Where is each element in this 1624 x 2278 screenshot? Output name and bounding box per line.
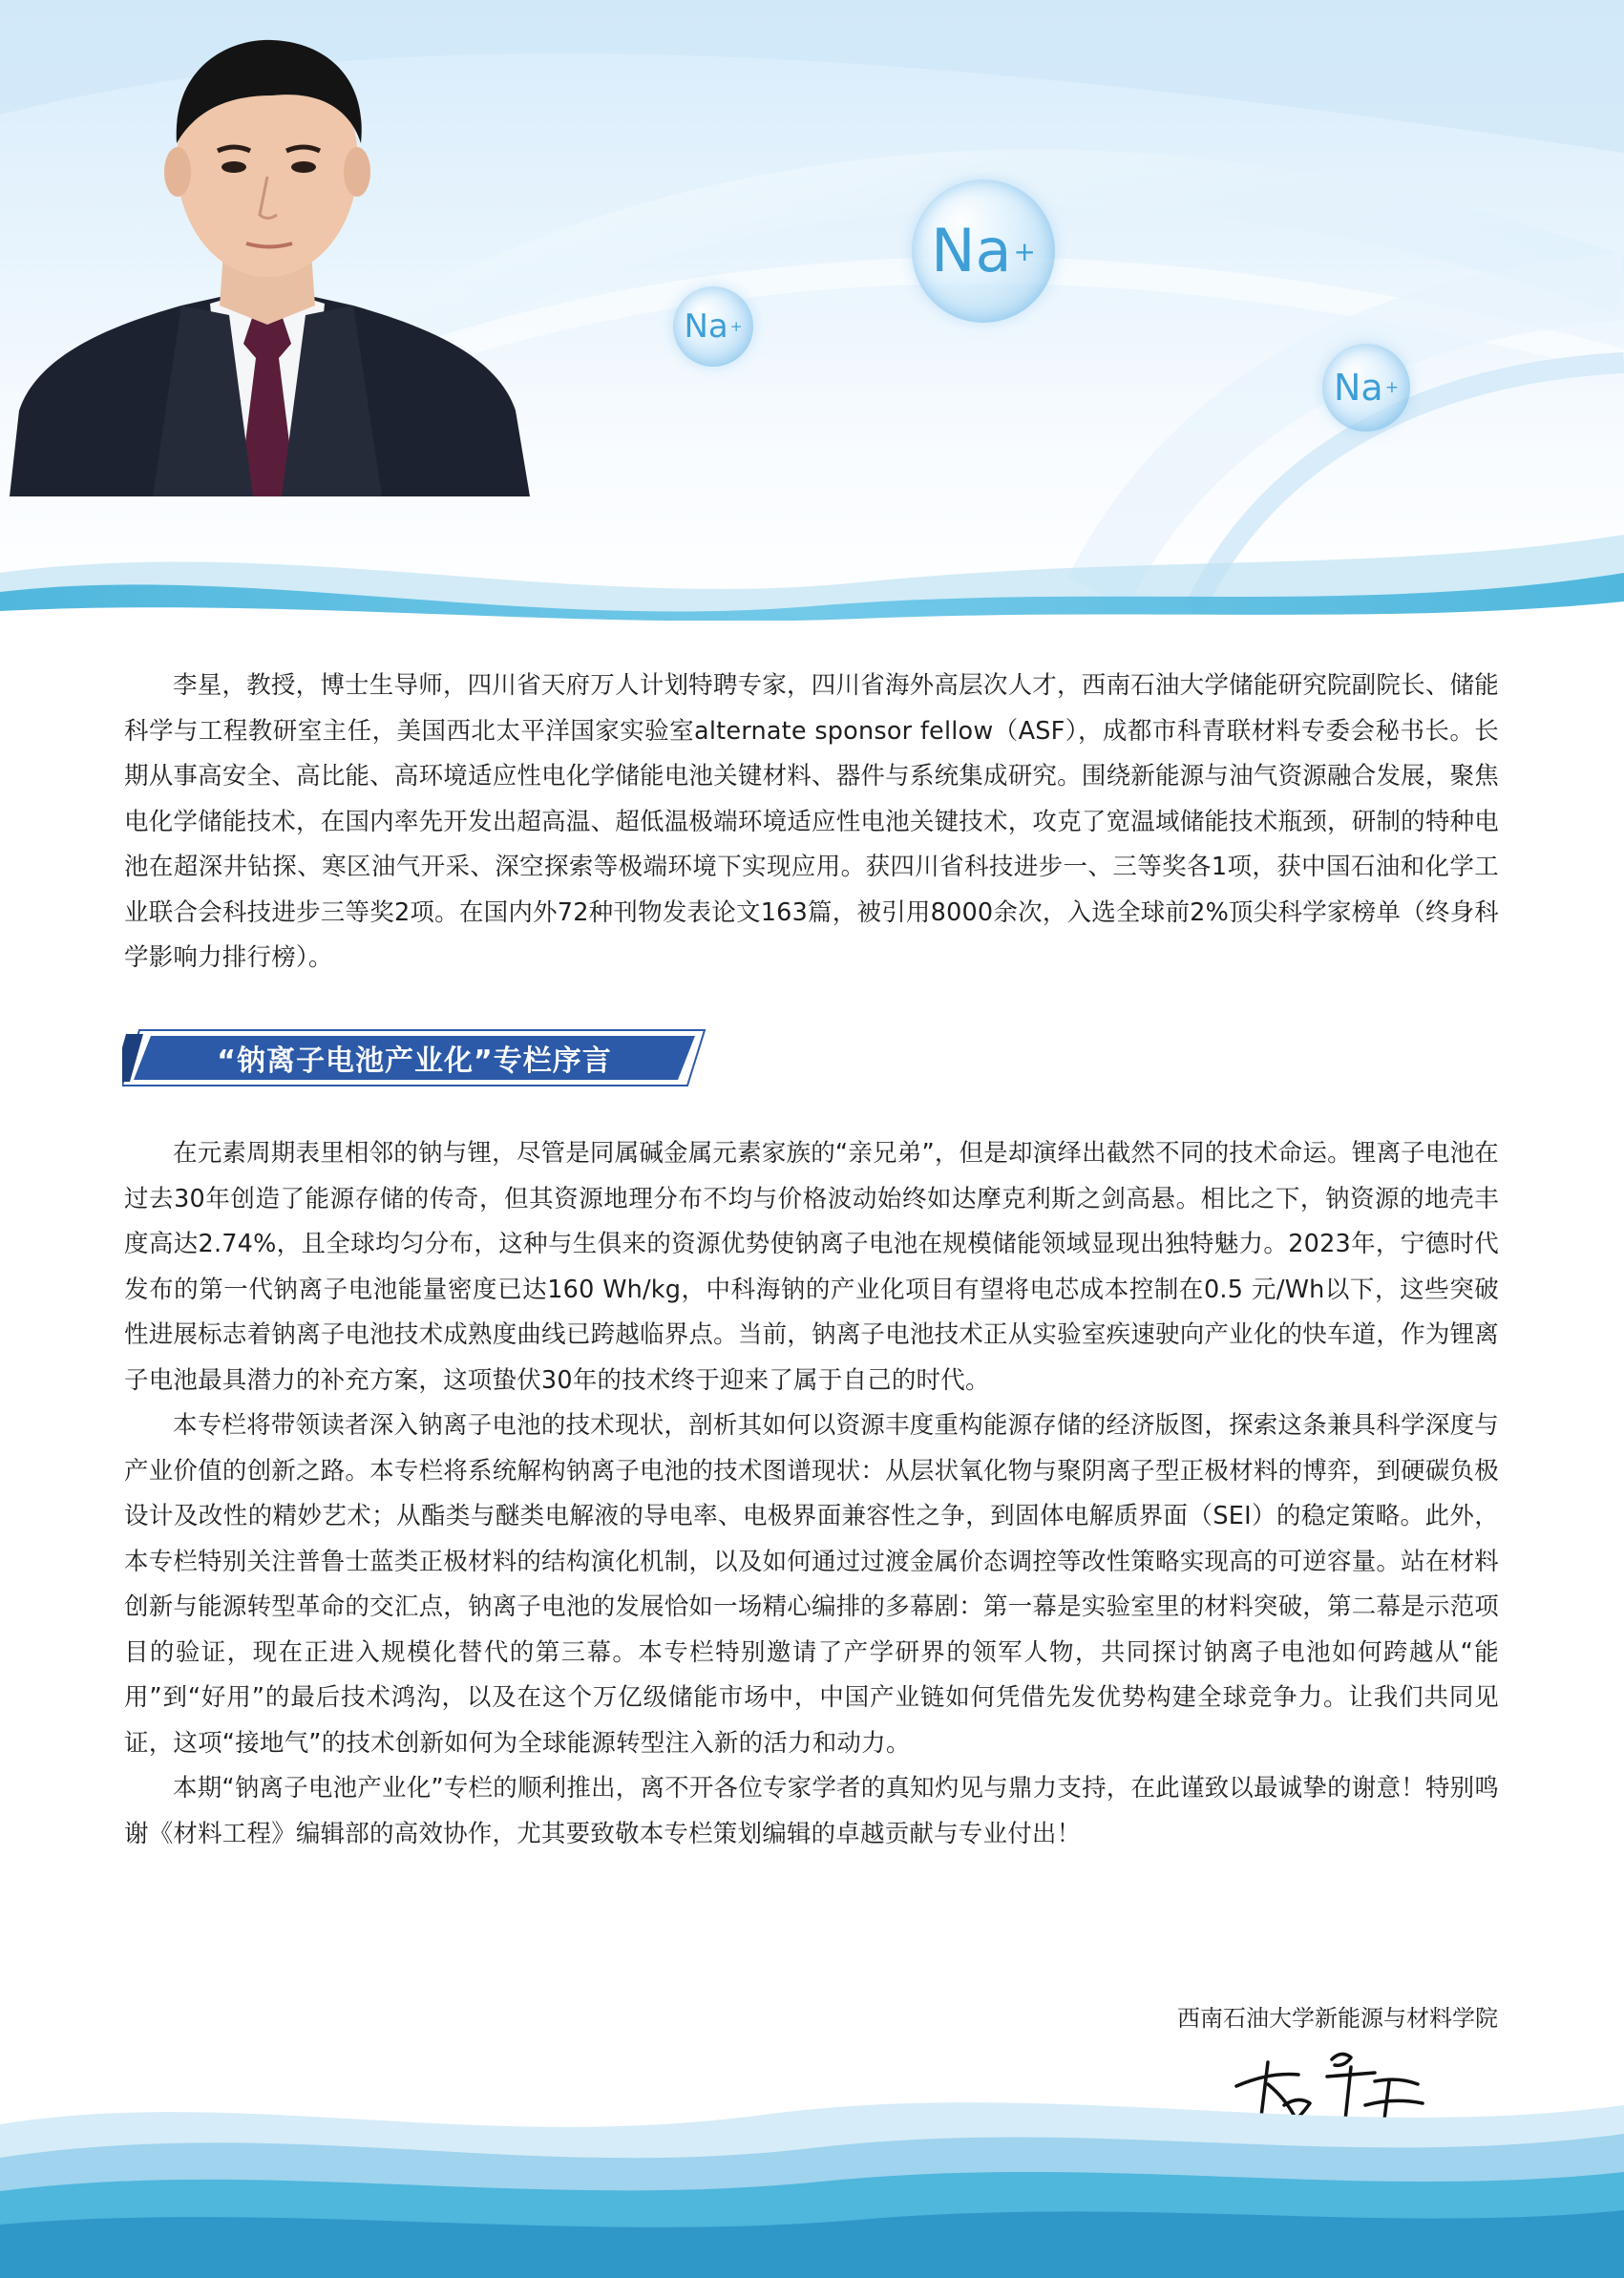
bio-paragraph: 李星，教授，博士生导师，四川省天府万人计划特聘专家，四川省海外高层次人才，西南石油大学储能研究院副院长、储能科学与工程教研室主任，美国西北太平洋国家实验室alternate sponsor fellow（ASF），成都市科青联材料专委会秘书长。长期从事高安全、高比能、高环境适应性电化学储能电池关键材料、器件与系统集成研究。围绕新能源与油气资源融合发展，聚焦电化学储能技术，在国内率先开发出超高温、超低温极端环境适应性电池关键技术，攻克了宽温域储能技术瓶颈，研制的特种电池在超深井钻探、寒区油气开采、深空探索等极端环境下实现应用。获四川省科技进步一、三等奖各1项，获中国石油和化学工业联合会科技进步三等奖2项。在国内外72种刊物发表论文163篇，被引用8000余次，入选全球前2%顶尖科学家榜单（终身科学影响力排行榜）。 [124, 671, 1499, 972]
bubble-charge: + [729, 318, 743, 335]
sodium-ion-bubble-large [912, 179, 1055, 323]
footer-waves-graphic [0, 2067, 1624, 2278]
bubble-symbol: Na [684, 307, 728, 346]
bubble-charge: + [1013, 235, 1036, 267]
bubble-symbol: Na [931, 216, 1012, 285]
author-bio [124, 664, 1499, 981]
author-affiliation: 西南石油大学新能源与材料学院 [1177, 2005, 1498, 2032]
section-title: “钠离子电池产业化”专栏序言 [217, 1044, 612, 1078]
bubble-charge: + [1384, 378, 1400, 397]
bubble-symbol: Na [1333, 367, 1383, 409]
section-banner [122, 1026, 707, 1089]
preface-paragraph-2: 本专栏将带领读者深入钠离子电池的技术现状，剖析其如何以资源丰度重构能源存储的经济版图，探索这条兼具科学深度与产业价值的创新之路。本专栏将系统解构钠离子电池的技术图谱现状：从层状氧化物与聚阴离子型正极材料的博弈，到硬碳负极设计及改性的精妙艺术；从酯类与醚类电解液的导电率、电极界面兼容性之争，到固体电解质界面（SEI）的稳定策略。此外，本专栏特别关注普鲁士蓝类正极材料的结构演化机制，以及如何通过过渡金属价态调控等改性策略实现高的可逆容量。站在材料创新与能源转型革命的交汇点，钠离子电池的发展恰如一场精心编排的多幕剧：第一幕是实验室里的材料突破，第二幕是示范项目的验证，现在正进入规模化替代的第三幕。本专栏特别邀请了产学研界的领军人物，共同探讨钠离子电池如何跨越从“能用”到“好用”的最后技术鸿沟，以及在这个万亿级储能市场中，中国产业链如何凭借先发优势构建全球竞争力。让我们共同见证，这项“接地气”的技术创新如何为全球能源转型注入新的活力和动力。 [124, 1411, 1499, 1758]
header-background [0, 0, 1624, 621]
author-portrait [0, 0, 535, 496]
preface-paragraph-1: 在元素周期表里相邻的钠与锂，尽管是同属碱金属元素家族的“亲兄弟”，但是却演绎出截然不同的技术命运。锂离子电池在过去30年创造了能源存储的传奇，但其资源地理分布不均与价格波动始终如达摩克利斯之剑高悬。相比之下，钠资源的地壳丰度高达2.74%，且全球均匀分布，这种与生俱来的资源优势使钠离子电池在规模储能领域显现出独特魅力。2023年，宁德时代发布的第一代钠离子电池能量密度已达160 Wh/kg，中科海钠的产业化项目有望将电芯成本控制在0.5 元/Wh以下，这些突破性进展标志着钠离子电池技术成熟度曲线已跨越临界点。当前，钠离子电池技术正从实验室疾速驶向产业化的快车道，作为锂离子电池最具潜力的补充方案，这项蛰伏30年的技术终于迎来了属于自己的时代。 [124, 1139, 1499, 1395]
sodium-ion-bubble-medium [1322, 344, 1410, 432]
preface-body [124, 1131, 1499, 1857]
sodium-ion-bubble-small [673, 286, 753, 367]
preface-paragraph-3: 本期“钠离子电池产业化”专栏的顺利推出，离不开各位专家学者的真知灼见与鼎力支持，在此谨致以最诚挚的谢意！特别鸣谢《材料工程》编辑部的高效协作，尤其要致敬本专栏策划编辑的卓越贡献与专业付出！ [124, 1774, 1499, 1848]
footer-waves [0, 2067, 1624, 2278]
